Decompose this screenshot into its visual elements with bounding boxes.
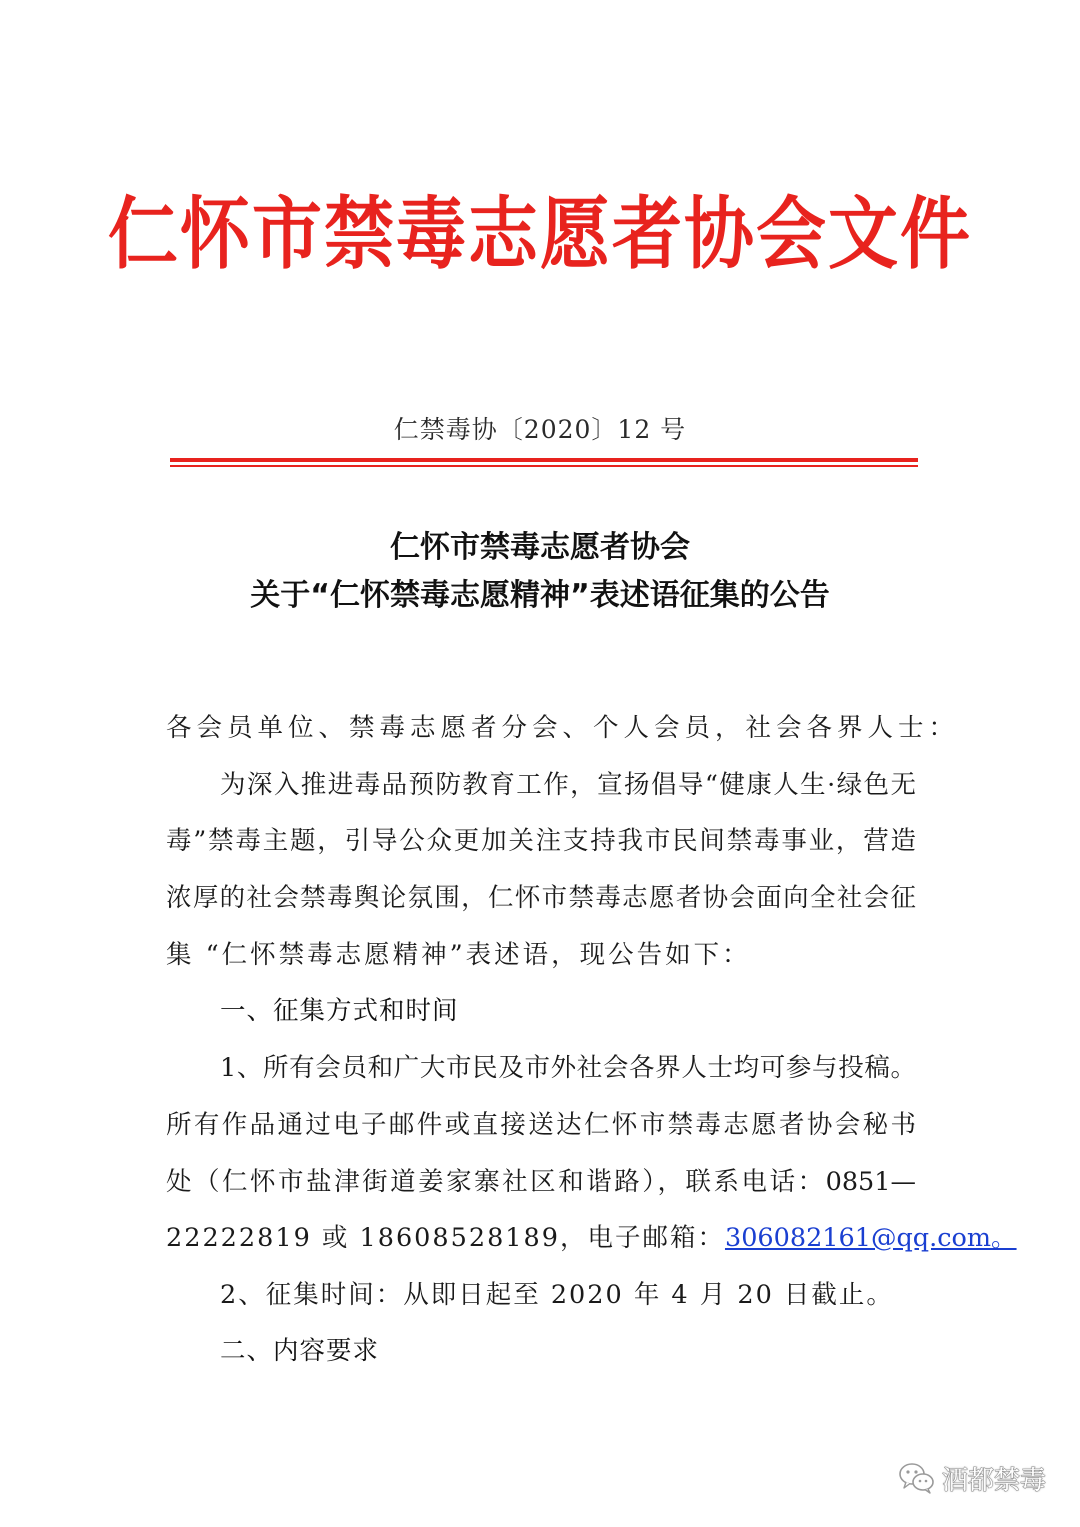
watermark-text: 酒都禁毒 [942, 1465, 1047, 1496]
item1-line-2: 所有作品通过电子邮件或直接送达仁怀市禁毒志愿者协会秘书 [166, 1110, 916, 1140]
item1-line-1: 1、所有会员和广大市民及市外社会各界人士均可参与投稿。 [220, 1053, 916, 1083]
document-number: 仁禁毒协〔2020〕12 号 [393, 415, 687, 444]
announcement-title-line1: 仁怀市禁毒志愿者协会 [390, 530, 690, 565]
section2-heading: 二、内容要求 [220, 1336, 380, 1366]
item2-line: 2、征集时间：从即日起至 2020 年 4 月 20 日截止。 [220, 1280, 894, 1310]
salutation: 各会员单位、禁毒志愿者分会、个人会员，社会各界人士： [166, 713, 960, 743]
wechat-icon [898, 1461, 936, 1495]
section1-heading: 一、征集方式和时间 [220, 996, 459, 1026]
watermark [898, 1456, 1046, 1500]
org-masthead-title: 仁怀市禁毒志愿者协会文件 [108, 188, 972, 280]
header-divider-thin [170, 465, 918, 467]
email-link[interactable]: 306082161@qq.com。 [724, 1223, 1017, 1253]
announcement-title-line2: 关于“仁怀禁毒志愿精神”表述语征集的公告 [250, 578, 830, 613]
intro-line-4: 集 “仁怀禁毒志愿精神”表述语，现公告如下： [166, 940, 751, 970]
header-divider-thick [170, 458, 918, 462]
item1-line-4 [166, 1218, 1017, 1258]
intro-line-1: 为深入推进毒品预防教育工作，宣扬倡导“健康人生·绿色无 [220, 770, 916, 800]
intro-line-3: 浓厚的社会禁毒舆论氛围，仁怀市禁毒志愿者协会面向全社会征 [166, 883, 916, 913]
item1-line-3: 处（仁怀市盐津街道姜家寨社区和谐路），联系电话：0851— [166, 1167, 916, 1197]
intro-line-2: 毒”禁毒主题，引导公众更加关注支持我市民间禁毒事业，营造 [166, 826, 916, 856]
contact-phone-text: 22222819 或 18608528189，电子邮箱： [166, 1223, 725, 1253]
